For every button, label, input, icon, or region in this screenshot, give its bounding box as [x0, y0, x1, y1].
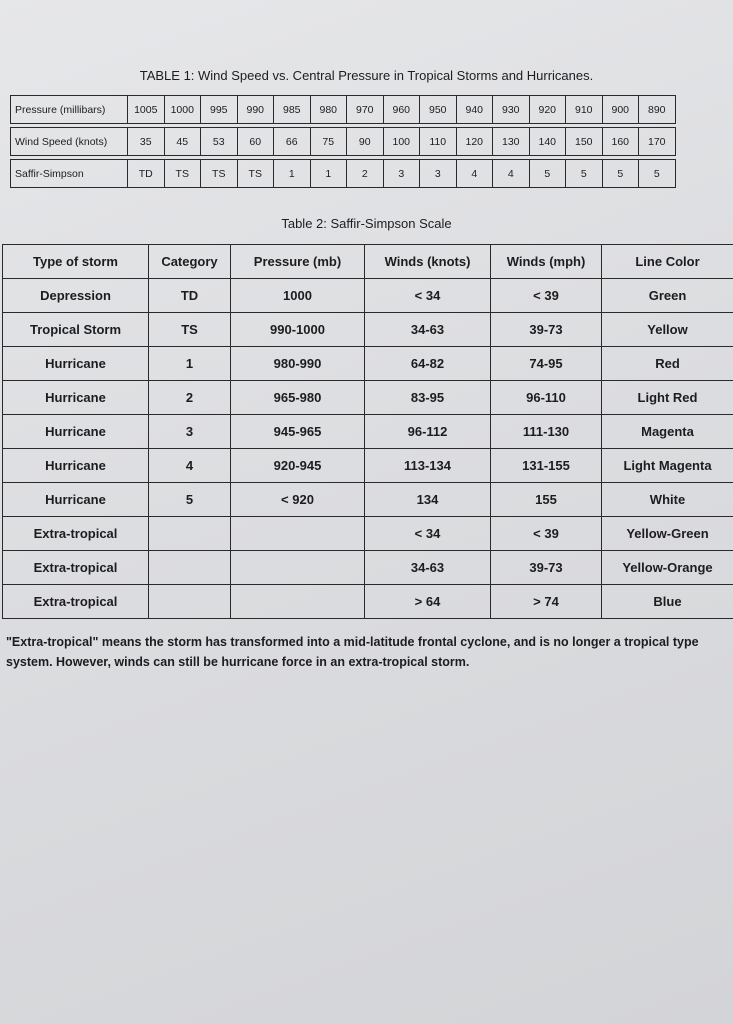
- table2-cell: 155: [491, 483, 602, 517]
- table2-header: Pressure (mb): [231, 245, 365, 279]
- table2-cell: Blue: [602, 585, 733, 619]
- table2-row: [3, 381, 733, 415]
- table2-cell: 990-1000: [231, 313, 365, 347]
- table1-cell: 2: [347, 160, 384, 188]
- table1-cell: 910: [566, 96, 603, 124]
- table2-cell: [231, 517, 365, 551]
- table2-cell: 3: [149, 415, 231, 449]
- table2-cell: Red: [602, 347, 733, 381]
- table2-row: [3, 415, 733, 449]
- table2-row: [3, 449, 733, 483]
- table2-cell: 965-980: [231, 381, 365, 415]
- table1-cell: 3: [383, 160, 420, 188]
- table1-cell: 930: [493, 96, 530, 124]
- table2-cell: 39-73: [491, 313, 602, 347]
- table1-cell: 990: [237, 96, 274, 124]
- table2-row: [3, 279, 733, 313]
- table2-cell: 131-155: [491, 449, 602, 483]
- table1-cell: 900: [602, 96, 639, 124]
- table2-cell: TD: [149, 279, 231, 313]
- table2-header-row: [3, 245, 733, 279]
- table1-cell: 950: [420, 96, 457, 124]
- table1-cell: 66: [274, 128, 311, 156]
- table1-cell: 60: [237, 128, 274, 156]
- table2-cell: 39-73: [491, 551, 602, 585]
- table1-cell: 1: [274, 160, 311, 188]
- table2-cell: Hurricane: [3, 449, 149, 483]
- table1-cell: 3: [420, 160, 457, 188]
- table2-cell: Yellow-Orange: [602, 551, 733, 585]
- table2-cell: Yellow-Green: [602, 517, 733, 551]
- table2-cell: 34-63: [365, 313, 491, 347]
- table2-cell: [231, 551, 365, 585]
- table2-cell: 134: [365, 483, 491, 517]
- table2-header: Line Color: [602, 245, 733, 279]
- table2-row: [3, 551, 733, 585]
- table2-title: Table 2: Saffir-Simpson Scale: [281, 216, 452, 231]
- table2-cell: 5: [149, 483, 231, 517]
- table2-cell: 1: [149, 347, 231, 381]
- table2-cell: < 920: [231, 483, 365, 517]
- table2-cell: Extra-tropical: [3, 585, 149, 619]
- table1-title: TABLE 1: Wind Speed vs. Central Pressure in Tropical Storms and Hurricanes.: [139, 68, 594, 83]
- table1-cell: 120: [456, 128, 493, 156]
- table1-cell: 970: [347, 96, 384, 124]
- table2-cell: Light Magenta: [602, 449, 733, 483]
- table2-cell: Extra-tropical: [3, 551, 149, 585]
- table2-cell: Green: [602, 279, 733, 313]
- table1-cell: 995: [201, 96, 238, 124]
- table2-cell: [149, 517, 231, 551]
- table1-cell: 110: [420, 128, 457, 156]
- table2-cell: 945-965: [231, 415, 365, 449]
- table2-cell: < 34: [365, 279, 491, 313]
- table2-cell: 74-95: [491, 347, 602, 381]
- table2-cell: Yellow: [602, 313, 733, 347]
- table2-row: [3, 313, 733, 347]
- table1-cell: 4: [456, 160, 493, 188]
- table1-cell: 150: [566, 128, 603, 156]
- table1-row: [11, 96, 676, 124]
- table2-row: [3, 585, 733, 619]
- table1-cell: 5: [529, 160, 566, 188]
- table1-cell: 940: [456, 96, 493, 124]
- table1-row-label: Wind Speed (knots): [11, 128, 128, 156]
- table2-cell: Tropical Storm: [3, 313, 149, 347]
- table1-cell: 920: [529, 96, 566, 124]
- table1-row: [11, 128, 676, 156]
- table2-cell: 980-990: [231, 347, 365, 381]
- table2-cell: > 64: [365, 585, 491, 619]
- table1-cell: TS: [237, 160, 274, 188]
- table2-cell: 96-112: [365, 415, 491, 449]
- table2-cell: 920-945: [231, 449, 365, 483]
- table1-cell: 4: [493, 160, 530, 188]
- table1-cell: 960: [383, 96, 420, 124]
- table2-cell: White: [602, 483, 733, 517]
- footnote: "Extra-tropical" means the storm has transformed into a mid-latitude frontal cyclone, and is no longer a tropical type system. However, winds can still be hurricane force in an extra-tropical storm.: [6, 635, 699, 669]
- table2-header: Type of storm: [3, 245, 149, 279]
- table1-cell: 1005: [128, 96, 165, 124]
- table2-cell: > 74: [491, 585, 602, 619]
- table2-cell: Hurricane: [3, 415, 149, 449]
- table2-row: [3, 483, 733, 517]
- table2-cell: 96-110: [491, 381, 602, 415]
- table2-header: Winds (knots): [365, 245, 491, 279]
- table1-cell: 5: [639, 160, 676, 188]
- table1-cell: 985: [274, 96, 311, 124]
- table1-row-label: Saffir-Simpson: [11, 160, 128, 188]
- table2-cell: 83-95: [365, 381, 491, 415]
- table2-cell: Light Red: [602, 381, 733, 415]
- table1-cell: 160: [602, 128, 639, 156]
- table1-cell: 130: [493, 128, 530, 156]
- table2-cell: Magenta: [602, 415, 733, 449]
- table1-cell: TS: [164, 160, 201, 188]
- table2-cell: 34-63: [365, 551, 491, 585]
- table2-cell: Extra-tropical: [3, 517, 149, 551]
- table2-header: Winds (mph): [491, 245, 602, 279]
- table1-cell: 45: [164, 128, 201, 156]
- table1-cell: 170: [639, 128, 676, 156]
- table1-cell: TD: [128, 160, 165, 188]
- table1-cell: 1: [310, 160, 347, 188]
- table2-cell: 64-82: [365, 347, 491, 381]
- table2-cell: 1000: [231, 279, 365, 313]
- table2-cell: 4: [149, 449, 231, 483]
- table1-cell: 140: [529, 128, 566, 156]
- table1-cell: 5: [602, 160, 639, 188]
- saffir-simpson-table: [2, 244, 733, 619]
- table1-cell: 100: [383, 128, 420, 156]
- table2-cell: 113-134: [365, 449, 491, 483]
- table2-cell: < 34: [365, 517, 491, 551]
- table2-cell: Hurricane: [3, 483, 149, 517]
- table2-cell: [149, 585, 231, 619]
- table1-row-label: Pressure (millibars): [11, 96, 128, 124]
- table2-row: [3, 517, 733, 551]
- table2-cell: Hurricane: [3, 381, 149, 415]
- table2-cell: [149, 551, 231, 585]
- table1-row: [11, 160, 676, 188]
- table1-cell: 53: [201, 128, 238, 156]
- table1-cell: 980: [310, 96, 347, 124]
- table2-row: [3, 347, 733, 381]
- table2-cell: Hurricane: [3, 347, 149, 381]
- table2-cell: Depression: [3, 279, 149, 313]
- table1-cell: 35: [128, 128, 165, 156]
- wind-pressure-table: [10, 95, 676, 188]
- table2-cell: TS: [149, 313, 231, 347]
- table2-header: Category: [149, 245, 231, 279]
- table2-cell: [231, 585, 365, 619]
- table1-cell: 1000: [164, 96, 201, 124]
- table1-cell: 890: [639, 96, 676, 124]
- table2-cell: 111-130: [491, 415, 602, 449]
- table1-cell: 75: [310, 128, 347, 156]
- table1-cell: 90: [347, 128, 384, 156]
- table1-cell: 5: [566, 160, 603, 188]
- table2-cell: 2: [149, 381, 231, 415]
- table2-cell: < 39: [491, 279, 602, 313]
- table1-cell: TS: [201, 160, 238, 188]
- table2-cell: < 39: [491, 517, 602, 551]
